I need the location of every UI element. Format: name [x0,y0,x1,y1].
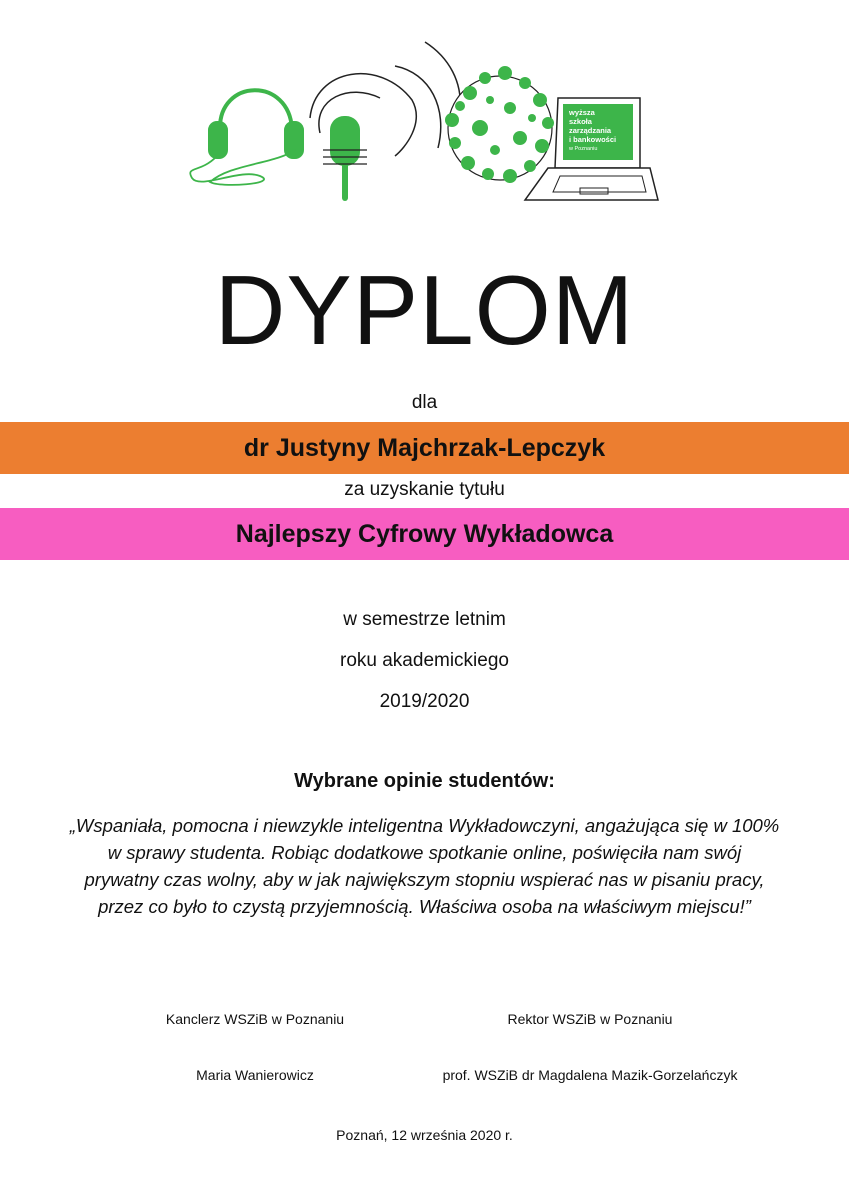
right-signatory-name: prof. WSZiB dr Magdalena Mazik-Gorzelańczyk [442,1067,738,1083]
microphone-icon [310,42,460,198]
quote-line-1: „Wspaniała, pomocna i niewzykle inteligentna Wykładowczyni, angażująca się w 100% [69,815,780,836]
left-signatory-role: Kanclerz WSZiB w Poznaniu [165,1011,345,1027]
diploma-title: DYPLOM [214,255,635,365]
opinions-heading: Wybrane opinie studentów: [294,770,555,792]
right-signatory-role: Rektor WSZiB w Poznaniu [507,1011,673,1027]
period-line-2: roku akademickiego [340,650,509,671]
headphones-icon [190,90,302,185]
quote-line-2: w sprawy studenta. Robiąc dodatkowe spotkanie online, poświęciła nam swój [107,842,742,863]
place-date: Poznań, 12 września 2020 r. [336,1127,513,1143]
left-signatory-name: Maria Wanierowicz [196,1067,314,1083]
recipient-band [0,422,849,474]
student-quote [30,812,819,920]
quote-line-4: przez co było to czystą przyjemnością. Właściwa osoba na właściwym miejscu!” [98,896,751,917]
logo-line-2: szkoła [569,117,592,126]
logo-line-1: wyższa [569,108,595,117]
award-band [0,508,849,560]
globe-icon [445,66,554,183]
recipient-name: dr Justyny Majchrzak-Lepczyk [243,433,606,462]
award-intro: za uzyskanie tytułu [344,479,505,500]
logo-line-4: i bankowości [569,135,617,144]
for-label: dla [411,392,438,413]
period-line-1: w semestrze letnim [343,609,506,630]
logo-line-5: w Poznaniu [569,146,598,152]
award-title: Najlepszy Cyfrowy Wykładowca [235,519,614,548]
logo-line-3: zarządzania [569,126,612,135]
header-illustration [180,38,660,210]
quote-line-3: prywatny czas wolny, aby w jak największym stopniu wspierać nas w pisaniu pracy, [84,869,765,890]
academic-year: 2019/2020 [379,691,470,712]
